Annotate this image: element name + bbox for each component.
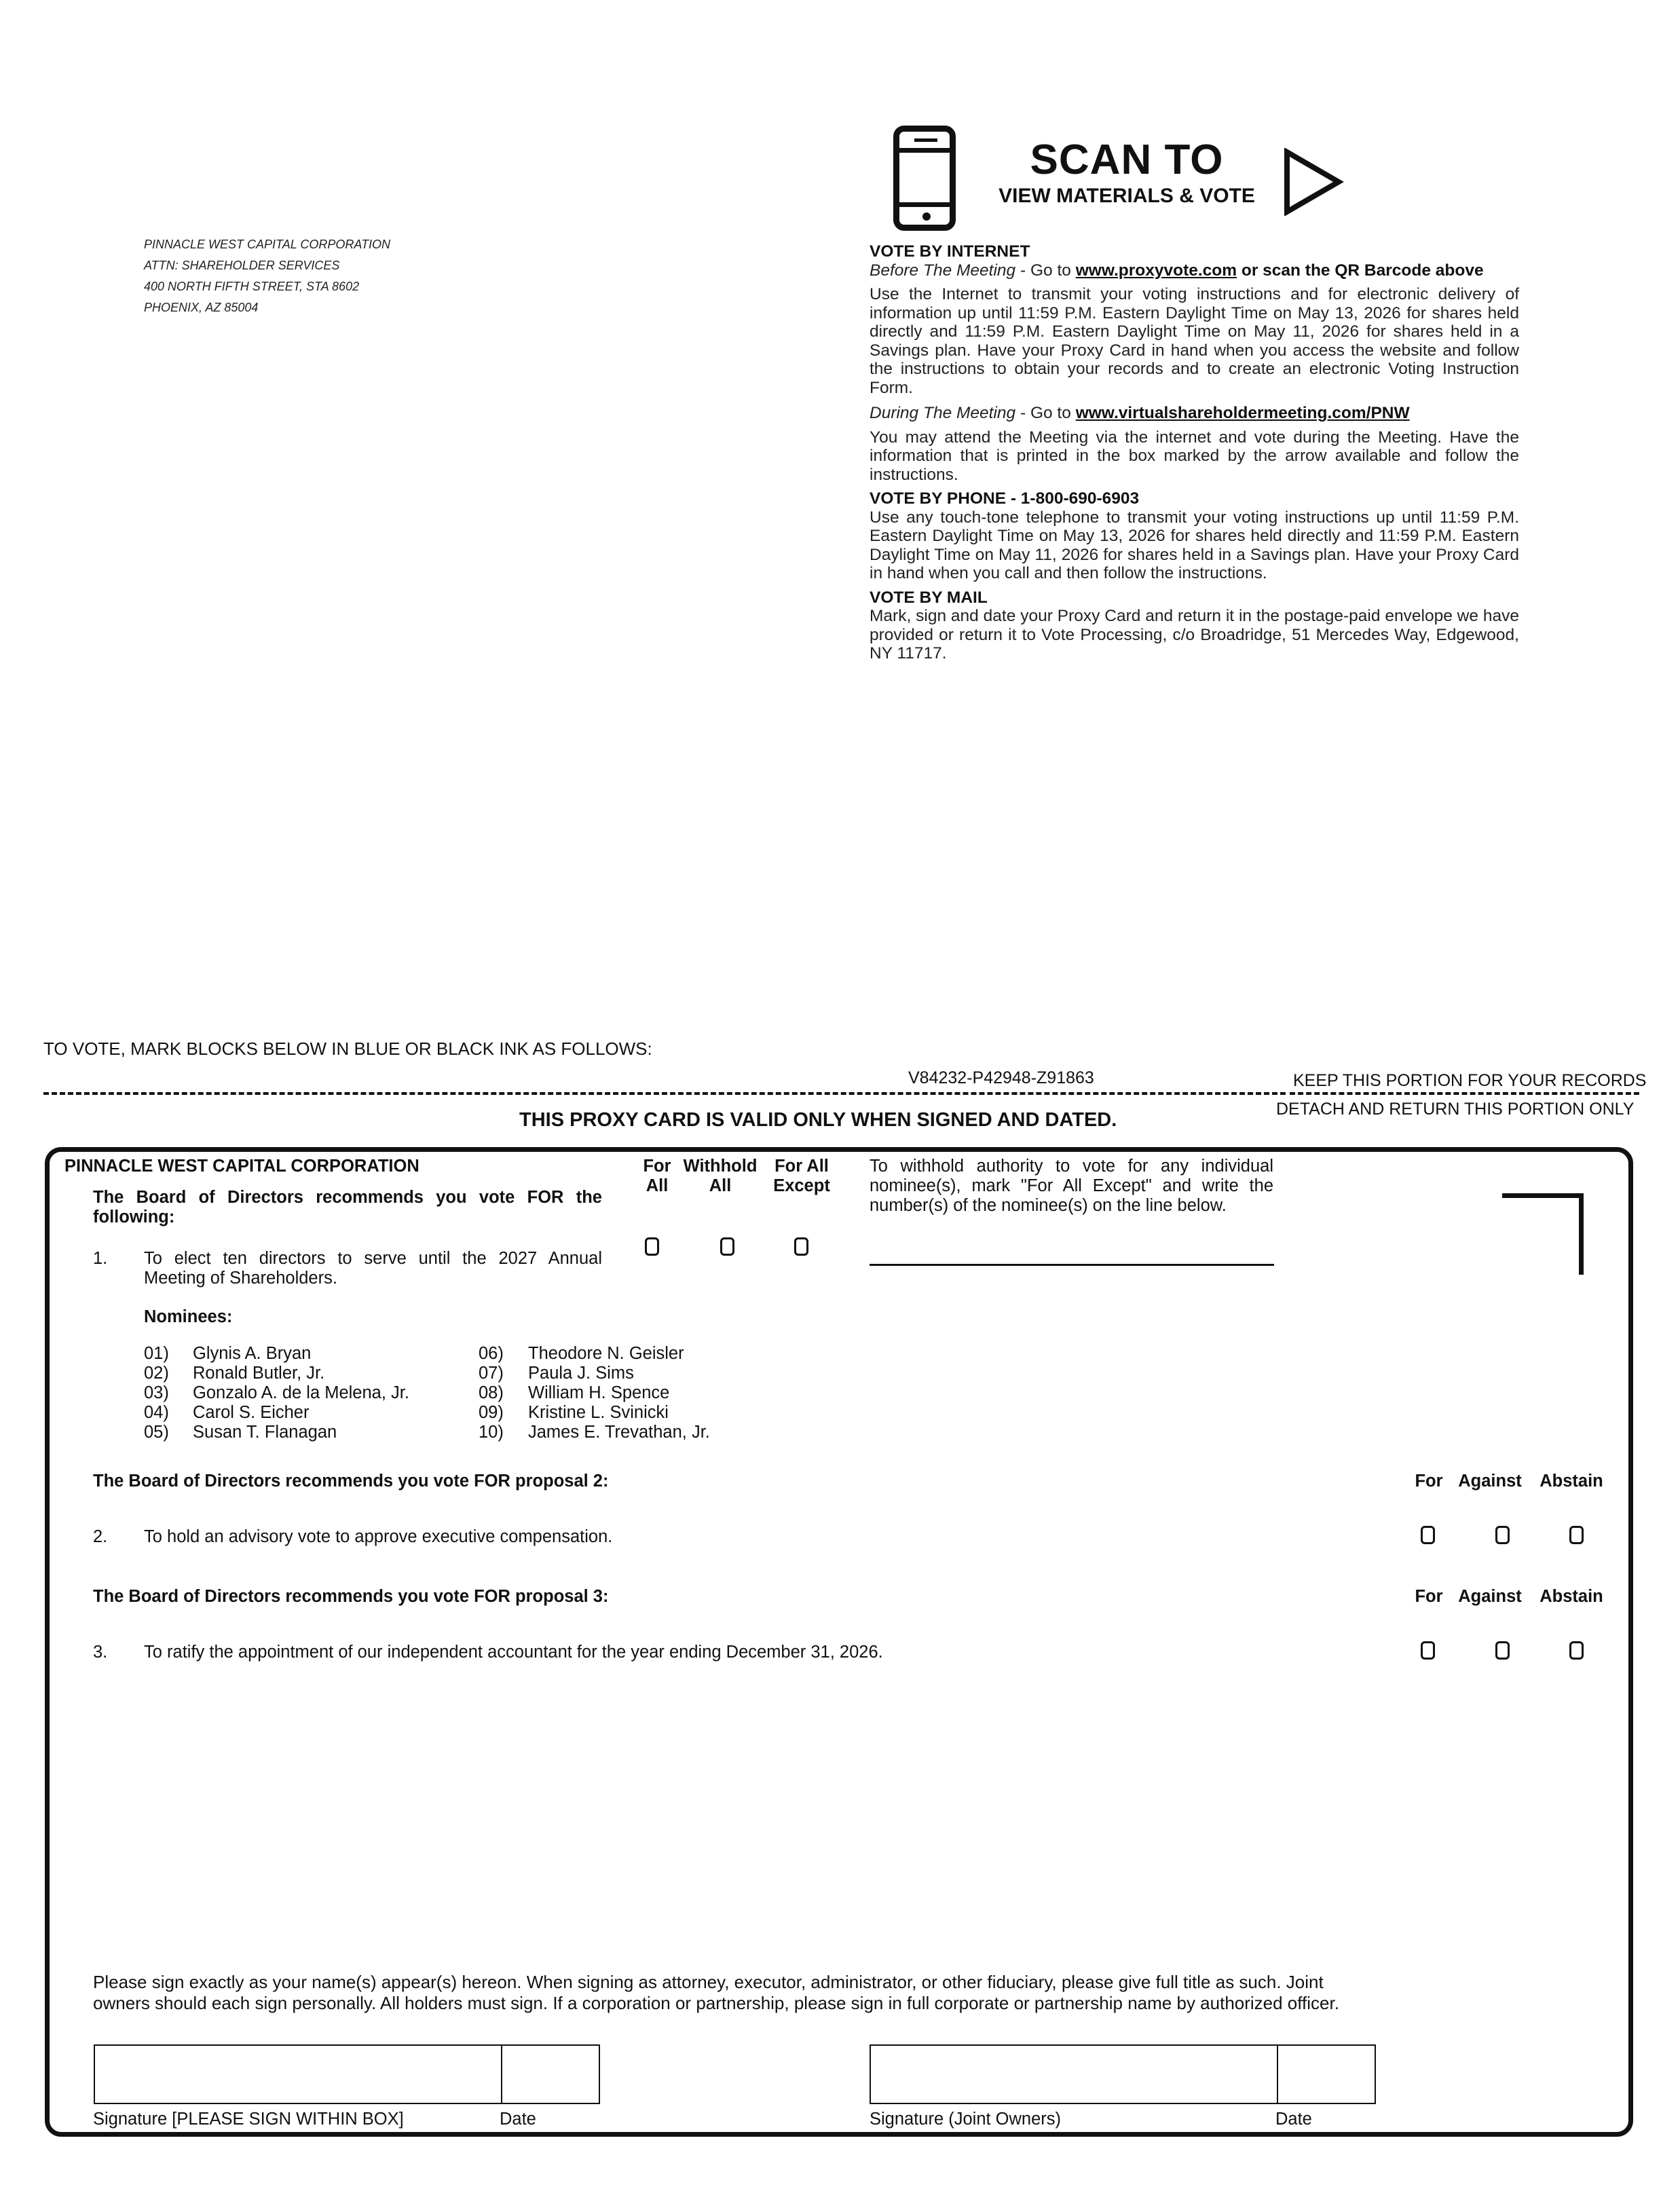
nominee-number: 10) bbox=[479, 1423, 504, 1442]
checkbox-p2-for[interactable] bbox=[1421, 1526, 1435, 1544]
checkbox-p2-abstain[interactable] bbox=[1569, 1526, 1584, 1544]
joint-signature-box[interactable] bbox=[870, 2044, 1376, 2104]
during-goto: - Go to bbox=[1015, 404, 1076, 422]
corner-mark bbox=[1502, 1193, 1584, 1275]
nominee-name: Kristine L. Svinicki bbox=[528, 1403, 669, 1422]
item-1-text: To elect ten directors to serve until the 2027 Annual Meeting of Shareholders. bbox=[144, 1249, 602, 1288]
item-3-text: To ratify the appointment of our independent accountant for the year ending December 31, 2026. bbox=[144, 1643, 883, 1662]
withhold-nominee-line[interactable] bbox=[870, 1264, 1274, 1266]
vote-phone-text: Use any touch-tone telephone to transmit your voting instructions up until 11:59 P.M. Eastern Daylight Time on May 13, 2026 for shares held directly and 11:59 P.M. Eastern Daylight Time on May 11, 2026 for shares held in a Savings plan. Have your Proxy Card in hand when you call and then follow the instructions. bbox=[870, 508, 1519, 582]
proxyvote-link[interactable]: www.proxyvote.com bbox=[1075, 261, 1237, 280]
nominee-name: Gonzalo A. de la Melena, Jr. bbox=[193, 1383, 409, 1402]
nominee-number: 01) bbox=[144, 1344, 169, 1363]
nominee-number: 03) bbox=[144, 1383, 169, 1402]
vote-mail-text: Mark, sign and date your Proxy Card and return it in the postage-paid envelope we have provided or return it to Vote Processing, c/o Broadridge, 51 Mercedes Way, Edgewood, NY 11717. bbox=[870, 607, 1519, 662]
before-meeting-line bbox=[870, 261, 1519, 280]
detach-line bbox=[1290, 1092, 1639, 1095]
nominee-name: Carol S. Eicher bbox=[193, 1403, 310, 1422]
nominee-number: 07) bbox=[479, 1364, 504, 1383]
checkbox-p2-against[interactable] bbox=[1495, 1526, 1510, 1544]
col-withhold-all: Withhold All bbox=[683, 1157, 758, 1195]
recommendation-1: The Board of Directors recommends you vote FOR the following: bbox=[93, 1188, 602, 1227]
nominee-number: 04) bbox=[144, 1403, 169, 1422]
item-2-number: 2. bbox=[93, 1527, 108, 1546]
play-arrow-icon bbox=[1283, 148, 1344, 216]
checkbox-p3-for[interactable] bbox=[1421, 1641, 1435, 1660]
before-meeting-text: Use the Internet to transmit your voting instructions and for electronic delivery of information up until 11:59 P.M. Eastern Daylight Time on May 13, 2026 for shares held directly and 11:59 P.M. Eastern Daylight Time on May 11, 2026 for shares held in a Savings plan. Have your Proxy Card in hand when you access the website and follow the instructions to obtain your records and to create an electronic Voting Instruction Form. bbox=[870, 285, 1519, 397]
col-abstain: Abstain bbox=[1539, 1587, 1603, 1606]
checkbox-p3-abstain[interactable] bbox=[1569, 1641, 1584, 1660]
to-vote-instruction: TO VOTE, MARK BLOCKS BELOW IN BLUE OR BLACK INK AS FOLLOWS: bbox=[43, 1039, 652, 1059]
checkbox-for-all-except[interactable] bbox=[794, 1237, 808, 1256]
vote-phone-heading: VOTE BY PHONE - 1-800-690-6903 bbox=[870, 489, 1140, 508]
recommendation-3: The Board of Directors recommends you vote FOR proposal 3: bbox=[93, 1587, 609, 1606]
item-2-text: To hold an advisory vote to approve executive compensation. bbox=[144, 1527, 613, 1546]
checkbox-withhold-all[interactable] bbox=[720, 1237, 734, 1256]
vote-mail-heading: VOTE BY MAIL bbox=[870, 588, 988, 607]
nominee-number: 06) bbox=[479, 1344, 504, 1363]
item-3-number: 3. bbox=[93, 1643, 108, 1662]
return-address-line: PINNACLE WEST CAPITAL CORPORATION bbox=[144, 238, 391, 251]
vote-by-internet bbox=[870, 242, 1519, 663]
during-meeting-label: During The Meeting bbox=[870, 404, 1016, 422]
col-abstain: Abstain bbox=[1539, 1472, 1603, 1491]
before-goto: - Go to bbox=[1015, 261, 1076, 280]
scan-title: SCAN TO bbox=[1030, 136, 1224, 183]
keep-portion-label: KEEP THIS PORTION FOR YOUR RECORDS bbox=[1293, 1071, 1647, 1090]
nominee-number: 08) bbox=[479, 1383, 504, 1402]
virtual-meeting-link[interactable]: www.virtualshareholdermeeting.com/PNW bbox=[1075, 404, 1410, 422]
detach-line bbox=[43, 1092, 1286, 1095]
col-for: For bbox=[1415, 1472, 1443, 1491]
withhold-instructions: To withhold authority to vote for any individual nominee(s), mark "For All Except" and write the number(s) of the nominee(s) on the line below. bbox=[870, 1157, 1273, 1215]
nominee-name: Susan T. Flanagan bbox=[193, 1423, 337, 1442]
date-label: Date bbox=[1275, 2110, 1312, 2129]
nominee-number: 05) bbox=[144, 1423, 169, 1442]
return-address bbox=[144, 234, 390, 318]
col-for-all-except: For All Except bbox=[773, 1157, 830, 1195]
during-meeting-text: You may attend the Meeting via the internet and vote during the Meeting. Have the information that is printed in the box marked by the arrow available and follow the instructions. bbox=[870, 428, 1519, 484]
qr-barcode-note: or scan the QR Barcode above bbox=[1237, 261, 1484, 280]
date-label: Date bbox=[500, 2110, 536, 2129]
during-meeting-line bbox=[870, 404, 1519, 423]
nominee-name: Paula J. Sims bbox=[528, 1364, 634, 1383]
smartphone-icon bbox=[893, 126, 956, 231]
return-address-line: ATTN: SHAREHOLDER SERVICES bbox=[144, 259, 340, 272]
checkbox-p3-against[interactable] bbox=[1495, 1641, 1510, 1660]
checkbox-for-all[interactable] bbox=[645, 1237, 659, 1256]
signature-box[interactable] bbox=[94, 2044, 600, 2104]
nominee-name: Glynis A. Bryan bbox=[193, 1344, 312, 1363]
card-company-name: PINNACLE WEST CAPITAL CORPORATION bbox=[64, 1157, 419, 1176]
before-meeting-label: Before The Meeting bbox=[870, 261, 1016, 280]
control-code: V84232-P42948-Z91863 bbox=[908, 1068, 1094, 1087]
joint-signature-label: Signature (Joint Owners) bbox=[870, 2110, 1062, 2129]
nominee-name: William H. Spence bbox=[528, 1383, 670, 1402]
nominee-number: 09) bbox=[479, 1403, 504, 1422]
detach-portion-label: DETACH AND RETURN THIS PORTION ONLY bbox=[1276, 1100, 1635, 1119]
vote-internet-heading: VOTE BY INTERNET bbox=[870, 242, 1030, 261]
scan-subtitle: VIEW MATERIALS & VOTE bbox=[998, 185, 1255, 207]
valid-notice: THIS PROXY CARD IS VALID ONLY WHEN SIGNED AND DATED. bbox=[519, 1109, 1117, 1131]
col-for: For bbox=[1415, 1587, 1443, 1606]
item-1-number: 1. bbox=[93, 1249, 108, 1268]
nominee-name: Theodore N. Geisler bbox=[528, 1344, 684, 1363]
nominees-label: Nominees: bbox=[144, 1307, 233, 1326]
col-for-all: For All bbox=[643, 1157, 671, 1195]
nominee-number: 02) bbox=[144, 1364, 169, 1383]
recommendation-2: The Board of Directors recommends you vote FOR proposal 2: bbox=[93, 1472, 609, 1491]
nominee-name: James E. Trevathan, Jr. bbox=[528, 1423, 710, 1442]
return-address-line: PHOENIX, AZ 85004 bbox=[144, 301, 259, 314]
col-against: Against bbox=[1458, 1587, 1522, 1606]
col-against: Against bbox=[1458, 1472, 1522, 1491]
return-address-line: 400 NORTH FIFTH STREET, STA 8602 bbox=[144, 280, 360, 293]
sign-instructions: Please sign exactly as your name(s) appear(s) hereon. When signing as attorney, executor, administrator, or other fiduciary, please give full title as such. Joint owners should each sign personally. All holders must sign. If a corporation or partnership, please sign in full corporate or partnership name by authorized officer. bbox=[93, 1972, 1339, 2013]
nominee-name: Ronald Butler, Jr. bbox=[193, 1364, 325, 1383]
signature-label: Signature [PLEASE SIGN WITHIN BOX] bbox=[93, 2110, 404, 2129]
